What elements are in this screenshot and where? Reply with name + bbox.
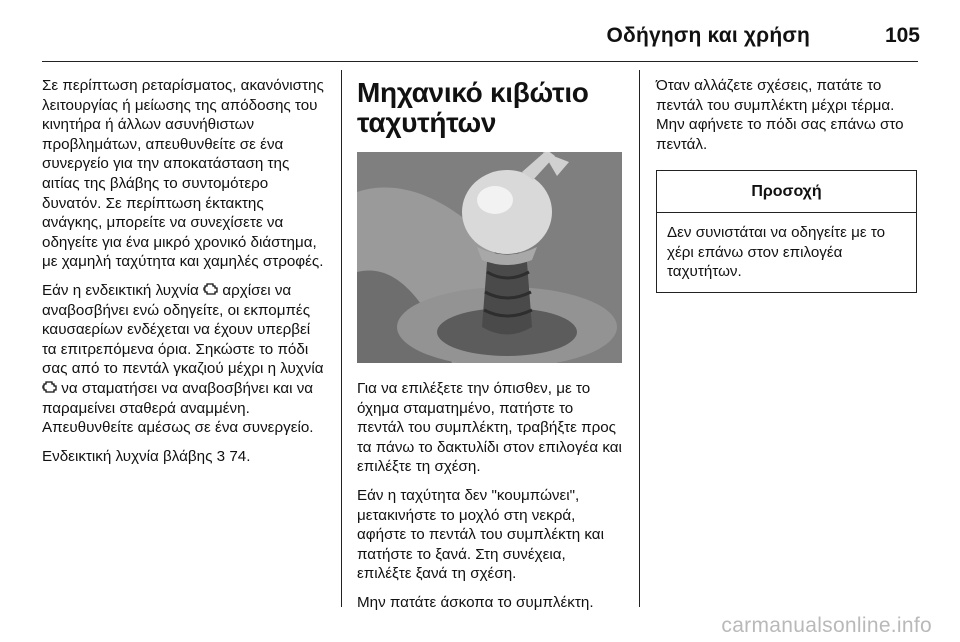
watermark: carmanualsonline.info xyxy=(721,614,932,637)
page-number: 105 xyxy=(884,24,920,47)
gear-lever-illustration xyxy=(357,152,622,363)
engine-warning-icon xyxy=(203,281,218,301)
shifting-paragraph: Όταν αλλάζετε σχέσεις, πατάτε το πεντάλ του συμπλέκτη μέχρι τέρμα. Μην αφήνετε το πόδι σας επάνω στο πεντάλ. xyxy=(656,77,904,153)
engine-lamp-text-b: αρχίσει να αναβοσβήνει ενώ οδηγείτε, οι εκπομπές καυσαερίων ενδέχεται να έχουν υπερβεί τα επιτρεπόμενα όρια. Σηκώστε το πόδι σας από το πεντάλ γκαζιού μέχρι η λυχνία xyxy=(42,281,324,378)
engine-warning-icon xyxy=(42,379,57,399)
engine-lamp-text-c: να σταματήσει να αναβοσβήνει και να παραμείνει σταθερά αναμμένη. Απευθυνθείτε αμέσως σε ένα συνεργείο. xyxy=(42,379,314,437)
engine-lamp-text-a: Εάν η ενδεικτική λυχνία xyxy=(42,281,199,299)
section-title-line-2: ταχυτήτων xyxy=(357,107,497,138)
caution-title: Προσοχή xyxy=(657,171,916,213)
gear-engage-paragraph: Εάν η ταχύτητα δεν "κουμπώνει", μετακινήστε το μοχλό στη νεκρά, αφήστε το πεντάλ του συμπλέκτη και πατήστε το ξανά. Στη συνέχεια, επιλέξτε ξανά τη σχέση. xyxy=(357,486,604,583)
reverse-gear-paragraph: Για να επιλέξετε την όπισθεν, με το όχημα σταματημένο, πατήστε το πεντάλ του συμπλέκτη, τραβήξτε προς τα πάνω το δακτυλίδι στον επιλογέα και επιλέξτε τη σχέση. xyxy=(357,380,622,476)
malfunction-lamp-reference xyxy=(42,447,326,467)
column-divider-1 xyxy=(341,70,342,607)
column-3 xyxy=(656,76,918,293)
section-title xyxy=(357,78,622,138)
reference-page: 74. xyxy=(229,447,251,465)
engine-lamp-paragraph xyxy=(42,281,326,438)
column-divider-2 xyxy=(639,70,640,607)
header-rule xyxy=(42,61,918,62)
caution-box xyxy=(656,170,917,292)
section-title-line-1: Μηχανικό κιβώτιο xyxy=(357,77,589,108)
malfunction-paragraph: Σε περίπτωση ρεταρίσματος, ακανόνιστης λειτουργίας ή μείωσης της απόδοσης του κινητήρα ή άλλων ασυνήθιστων προβλημάτων, απευθυνθείτε σε ένα συνεργείο για την αποκατάσταση της αιτίας της βλάβης το συντομότερο δυνατόν. Σε περίπτωση έκτακτης ανάγκης, μπορείτε να συνεχίσετε να οδηγείτε για ένα μικρό χρονικό διάστημα, με χαμηλή ταχύτητα και χαμηλές στροφές. xyxy=(42,77,324,271)
clutch-warning-paragraph: Μην πατάτε άσκοπα το συμπλέκτη. xyxy=(357,593,594,611)
caution-text: Δεν συνιστάται να οδηγείτε με το χέρι επάνω στον επιλογέα ταχυτήτων. xyxy=(667,223,886,281)
column-2 xyxy=(357,76,622,622)
reference-text: Ενδεικτική λυχνία βλάβης xyxy=(42,447,213,465)
column-1 xyxy=(42,76,326,475)
page-header-title: Οδήγηση και χρήση xyxy=(606,24,810,47)
reference-arrow-icon: 3 xyxy=(216,447,226,465)
gear-lever-drawing xyxy=(357,152,622,363)
